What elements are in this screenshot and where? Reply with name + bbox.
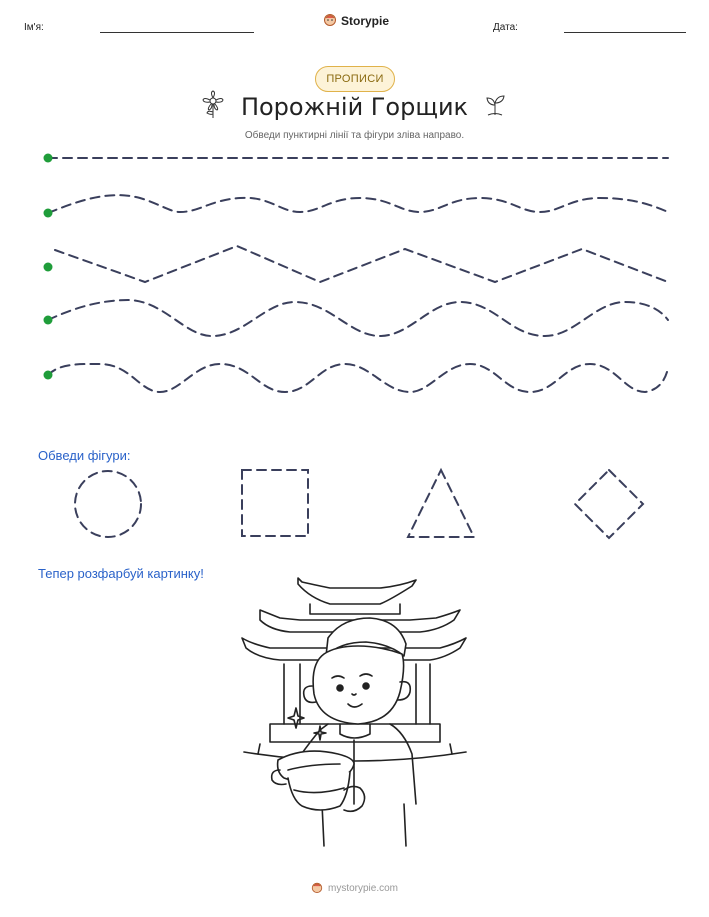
sprout-icon [484,93,506,122]
diamond-shape[interactable] [575,470,643,538]
brand-name: Storypie [341,13,390,28]
coloring-heading: Тепер розфарбуй картинку! [38,566,204,581]
footer [0,881,709,896]
tracing-shapes [0,460,709,550]
circle-shape[interactable] [75,471,141,537]
page-title: Порожній Горщик [240,93,469,121]
worksheet-badge: ПРОПИСИ [315,66,395,92]
pie-logo-icon [311,881,323,896]
start-dot [44,263,53,272]
date-field[interactable] [564,32,686,33]
name-field[interactable] [100,32,254,33]
name-label: Ім'я: [24,22,44,33]
coloring-picture[interactable] [240,574,470,848]
start-dot [44,371,53,380]
tracing-lines [0,140,709,400]
tracing-line-wave[interactable] [48,195,668,213]
tracing-line-wave[interactable] [48,364,668,392]
pie-logo-icon [323,12,337,29]
footer-link[interactable]: mystorypie.com [327,883,398,894]
start-dot [44,209,53,218]
tracing-line-zigzag[interactable] [55,246,668,282]
brand-logo [323,12,389,29]
start-dot [44,316,53,325]
shapes-heading: Обведи фігури: [38,448,131,463]
page-subtitle: Обведи пунктирні лінії та фігури зліва направо. [244,130,465,141]
tracing-line-wave[interactable] [48,300,668,336]
start-dot [44,154,53,163]
date-label: Дата: [493,22,518,33]
square-shape[interactable] [242,470,308,536]
triangle-shape[interactable] [408,470,474,537]
